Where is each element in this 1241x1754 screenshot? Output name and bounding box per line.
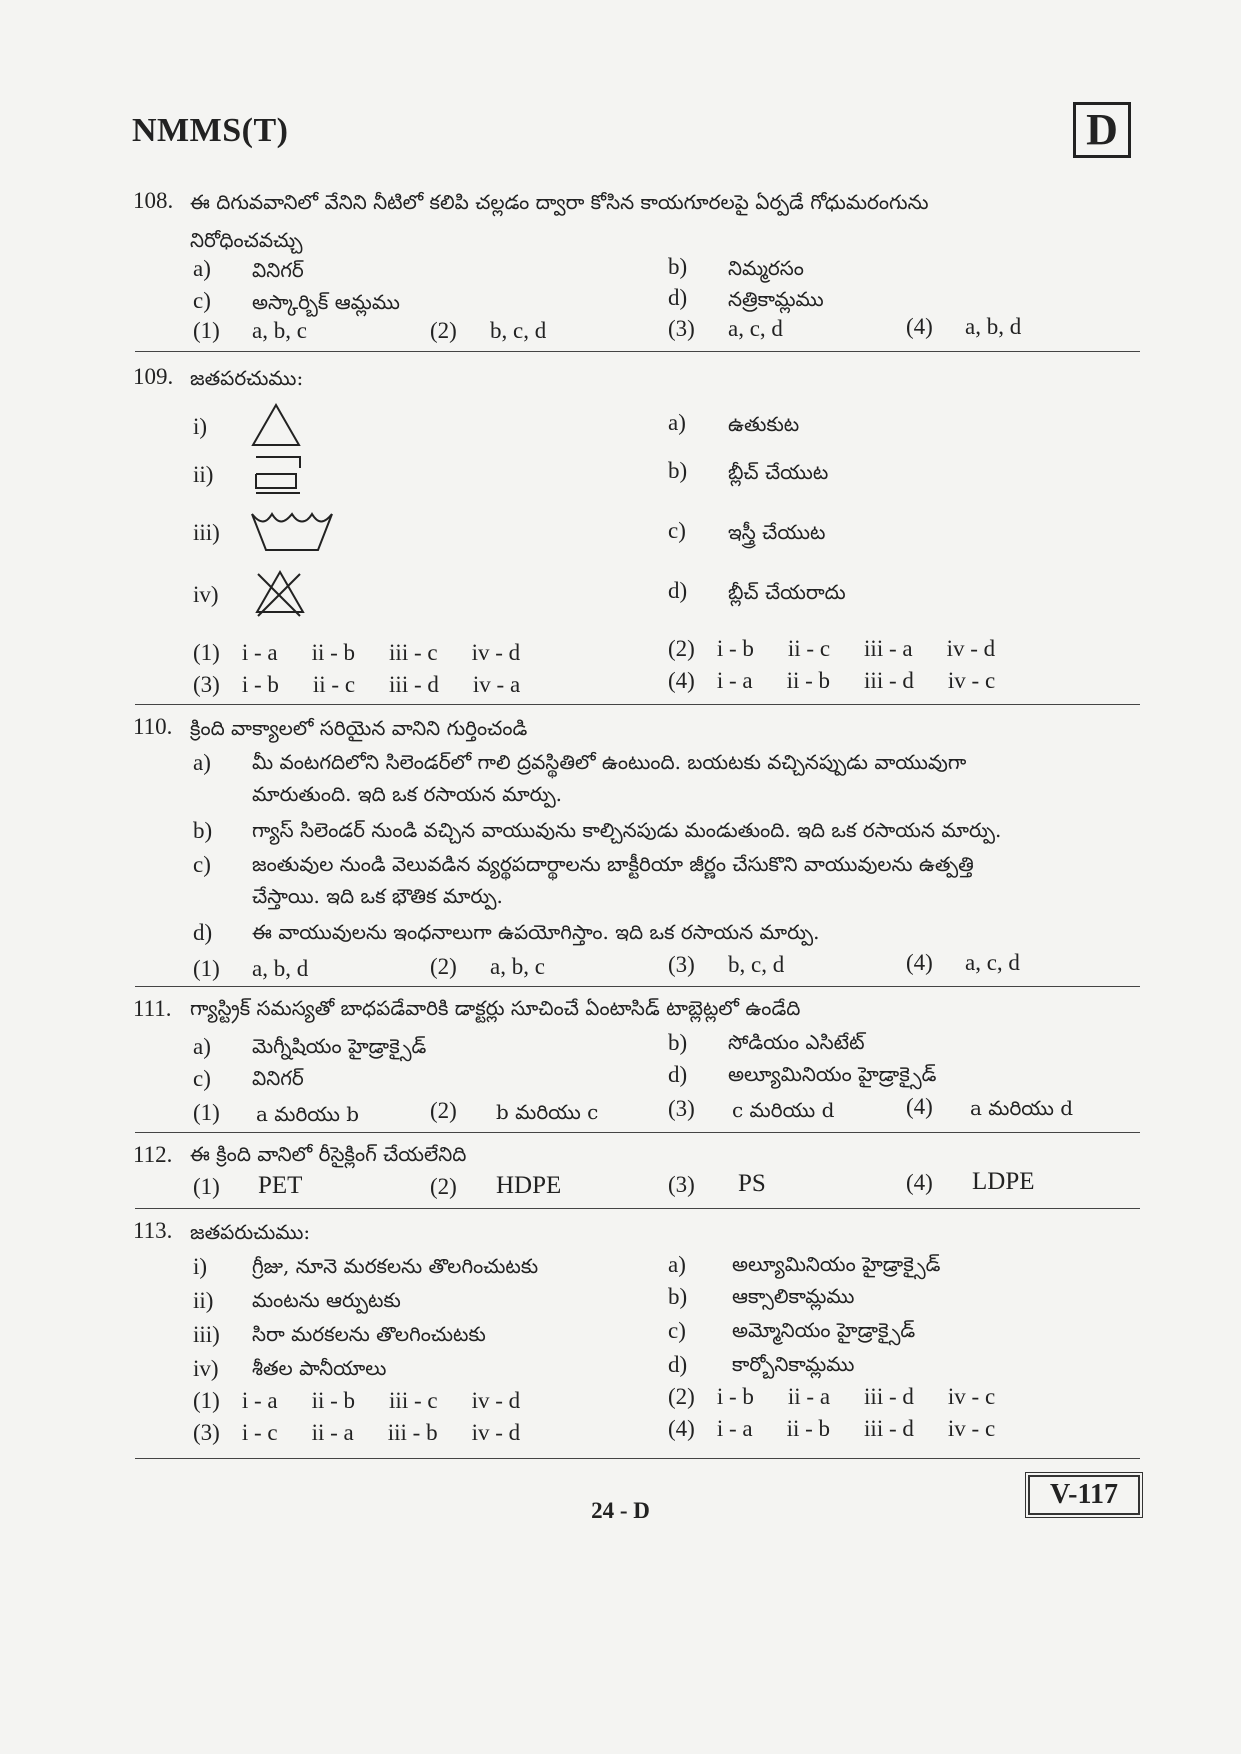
option-label: a) [193,256,211,281]
answer-label: (3) [193,672,220,697]
question-text: నిరోధించవచ్చు [190,228,303,252]
statement-text: మారుతుంది. ఇది ఒక రసాయన మార్పు. [252,782,563,806]
question-text: జతపరచుము: [190,366,304,390]
option-label: b) [668,1030,688,1055]
answer-pair: iv - a [472,672,521,697]
option-text: వినిగర్ [252,258,304,282]
option-text: అస్కార్బిక్ ఆమ్లము [252,290,400,314]
answer-text: a, b, c [490,954,545,979]
answer-label: (1) [193,956,220,981]
answer-pair: ii - c [312,672,356,697]
option-label: b) [668,254,688,279]
left-label: iv) [193,1356,219,1381]
statement-text: జంతువుల నుండి వెలువడిన వ్యర్థపదార్థాలను బాక్టీరియా జీర్ణం చేసుకొని వాయువులను ఉత్పత్తి [252,852,974,876]
answer-text: a, b, d [252,956,309,981]
answer-label: (4) [906,1094,933,1119]
wash-tub-icon [250,508,334,554]
answer-row [193,672,554,698]
right-label: c) [668,518,686,543]
answer-pair: ii - a [311,1420,354,1445]
right-label: b) [668,1284,688,1309]
statement-text: గ్యాస్ సిలెండర్ నుండి వచ్చిన వాయువును కాల్చినపుడు మండుతుంది. ఇది ఒక రసాయన మార్పు. [252,818,1002,842]
option-text: సోడియం ఎసిటేట్ [728,1030,865,1054]
right-text: ఆక్సాలికామ్లము [732,1284,855,1308]
answer-pair: i - b [241,672,279,697]
right-text: అమ్మోనియం హైడ్రాక్సైడ్ [732,1318,916,1342]
do-not-bleach-icon [254,568,306,618]
answer-row [668,668,1029,694]
option-text: నిమ్మరసం [728,256,804,280]
answer-pair: iii - a [864,636,913,661]
answer-text: a, c, d [728,316,783,341]
tumble-dry-icon [252,454,304,496]
triangle-icon [250,402,302,448]
statement-label: d) [193,920,213,945]
answer-label: (2) [430,954,457,979]
answer-row [668,1384,1029,1410]
answer-pair: i - a [716,1416,753,1441]
question-text: జతపరుచుము: [190,1220,311,1244]
answer-pair: iv - d [471,640,521,665]
left-text: గ్రీజు, నూనె మరకలను తొలగించుటకు [252,1254,539,1278]
page-number: 24 - D [591,1498,650,1523]
question-text: ఈ దిగువవానిలో వేనిని నీటిలో కలిపి చల్లడం ద్వారా కోసిన కాయగూరలపై ఏర్పడే గోధుమరంగును [190,190,929,214]
answer-pair: i - b [716,636,754,661]
answer-pair: iii - d [864,668,914,693]
answer-label: (4) [906,314,933,339]
answer-pair: i - c [241,1420,278,1445]
answer-pair: iv - c [947,1416,996,1441]
option-text: నత్రికామ్లము [728,287,824,311]
answer-text: LDPE [972,1168,1035,1195]
answer-pair: ii - b [311,640,356,665]
answer-pair: i - b [716,1384,754,1409]
answer-text: a, c, d [965,950,1020,975]
answer-label: (4) [906,950,933,975]
answer-label: (3) [193,1420,220,1445]
right-text: కార్బోనికామ్లము [732,1352,855,1376]
right-label: b) [668,458,688,483]
statement-text: ఈ వాయువులను ఇంధనాలుగా ఉపయోగిస్తాం. ఇది ఒక రసాయన మార్పు. [252,920,820,944]
answer-pair: iv - c [947,668,996,693]
question-number: 110. [133,714,173,739]
answer-label: (3) [668,316,695,341]
answer-label: (1) [193,1100,220,1125]
answer-label: (3) [668,952,695,977]
answer-text: a మరియు b [256,1102,360,1126]
left-label: ii) [193,1288,214,1313]
left-text: శీతల పానీయాలు [252,1356,387,1380]
answer-pair: ii - b [311,1388,356,1413]
option-label: c) [193,1066,211,1091]
answer-row [193,1420,554,1446]
option-text: మెగ్నీషియం హైడ్రాక్సైడ్ [252,1034,427,1058]
statement-text: చేస్తాయి. ఇది ఒక భౌతిక మార్పు. [252,884,503,908]
answer-text: b, c, d [728,952,785,977]
divider [135,1208,1140,1209]
divider [135,1458,1140,1459]
answer-text: PET [258,1172,303,1199]
left-label: iv) [193,582,219,607]
answer-text: PS [738,1170,766,1197]
option-text: వినిగర్ [252,1066,304,1090]
answer-text: c మరియు d [732,1098,835,1122]
left-text: సిరా మరకలను తొలగించుటకు [252,1322,486,1346]
answer-pair: iii - b [387,1420,438,1445]
right-text: ఇస్త్రీ చేయుట [728,520,826,544]
right-text: అల్యూమినియం హైడ్రాక్సైడ్ [732,1252,941,1276]
right-label: d) [668,1352,688,1377]
question-number: 109. [133,364,174,389]
answer-label: (2) [668,1384,695,1409]
answer-label: (2) [430,1174,457,1199]
answer-pair: ii - c [787,636,831,661]
answer-label: (3) [668,1096,695,1121]
answer-pair: iv - c [947,1384,996,1409]
answer-pair: iii - d [864,1416,914,1441]
left-label: iii) [193,1322,220,1347]
answer-label: (2) [430,1098,457,1123]
left-label: i) [193,414,208,439]
answer-text: b, c, d [490,318,547,343]
answer-pair: iv - d [471,1420,521,1445]
statement-label: b) [193,818,213,843]
question-text: గ్యాస్ట్రిక్ సమస్యతో బాధపడేవారికి డాక్టర్లు సూచించే ఏంటాసిడ్ టాబ్లెట్లలో ఉండేది [190,996,801,1020]
answer-row [668,636,1029,662]
divider [135,1132,1140,1133]
answer-label: (3) [668,1172,695,1197]
answer-text: a, b, d [965,314,1022,339]
question-number: 111. [133,996,172,1021]
answer-pair: iii - d [389,672,439,697]
statement-label: c) [193,852,211,877]
option-label: c) [193,288,211,313]
right-label: a) [668,410,686,435]
answer-pair: ii - b [786,668,831,693]
right-label: d) [668,578,688,603]
question-number: 113. [133,1218,173,1243]
exam-title: NMMS(T) [132,112,289,149]
answer-row [193,1388,554,1414]
left-label: iii) [193,520,220,545]
booklet-code: V-117 [1028,1475,1140,1515]
answer-text: a మరియు d [970,1096,1074,1120]
answer-label: (1) [193,1174,220,1199]
answer-pair: iii - d [864,1384,914,1409]
answer-pair: i - a [241,1388,278,1413]
answer-label: (4) [906,1170,933,1195]
option-label: a) [193,1034,211,1059]
answer-text: a, b, c [252,318,307,343]
answer-label: (1) [193,640,220,665]
question-number: 108. [133,188,174,213]
right-label: c) [668,1318,686,1343]
question-number: 112. [133,1142,173,1167]
answer-pair: iv - d [946,636,996,661]
right-label: a) [668,1252,686,1277]
answer-row [668,1416,1029,1442]
answer-label: (4) [668,668,695,693]
right-text: బ్లీచ్ చేయరాదు [728,580,846,604]
answer-label: (4) [668,1416,695,1441]
answer-pair: i - a [241,640,278,665]
answer-text: HDPE [496,1172,562,1199]
answer-label: (2) [668,636,695,661]
left-label: ii) [193,462,214,487]
answer-pair: iii - c [389,640,438,665]
answer-row [193,640,554,666]
divider [135,351,1140,352]
set-badge: D [1073,102,1131,158]
answer-text: b మరియు c [496,1100,599,1124]
statement-text: మీ వంటగదిలోని సిలెండర్‌లో గాలి ద్రవస్థితిలో ఉంటుంది. బయటకు వచ్చినప్పుడు వాయువుగా [252,750,967,774]
answer-pair: iv - d [471,1388,521,1413]
left-label: i) [193,1254,208,1279]
right-text: బ్లీచ్ చేయుట [728,460,829,484]
left-text: మంటను ఆర్పుటకు [252,1288,401,1312]
option-text: అల్యూమినియం హైడ్రాక్సైడ్ [728,1062,937,1086]
divider [135,704,1140,705]
answer-label: (1) [193,1388,220,1413]
statement-label: a) [193,750,211,775]
answer-label: (1) [193,318,220,343]
answer-pair: i - a [716,668,753,693]
answer-pair: iii - c [389,1388,438,1413]
divider [135,986,1140,987]
option-label: d) [668,285,688,310]
answer-pair: ii - b [786,1416,831,1441]
question-text: క్రింది వాక్యాలలో సరియైన వానిని గుర్తించండి [190,716,528,740]
right-text: ఉతుకుట [728,412,800,436]
answer-pair: ii - a [787,1384,831,1409]
option-label: d) [668,1062,688,1087]
answer-label: (2) [430,318,457,343]
question-text: ఈ క్రింది వానిలో రీసైక్లింగ్ చేయలేనిది [190,1142,467,1166]
